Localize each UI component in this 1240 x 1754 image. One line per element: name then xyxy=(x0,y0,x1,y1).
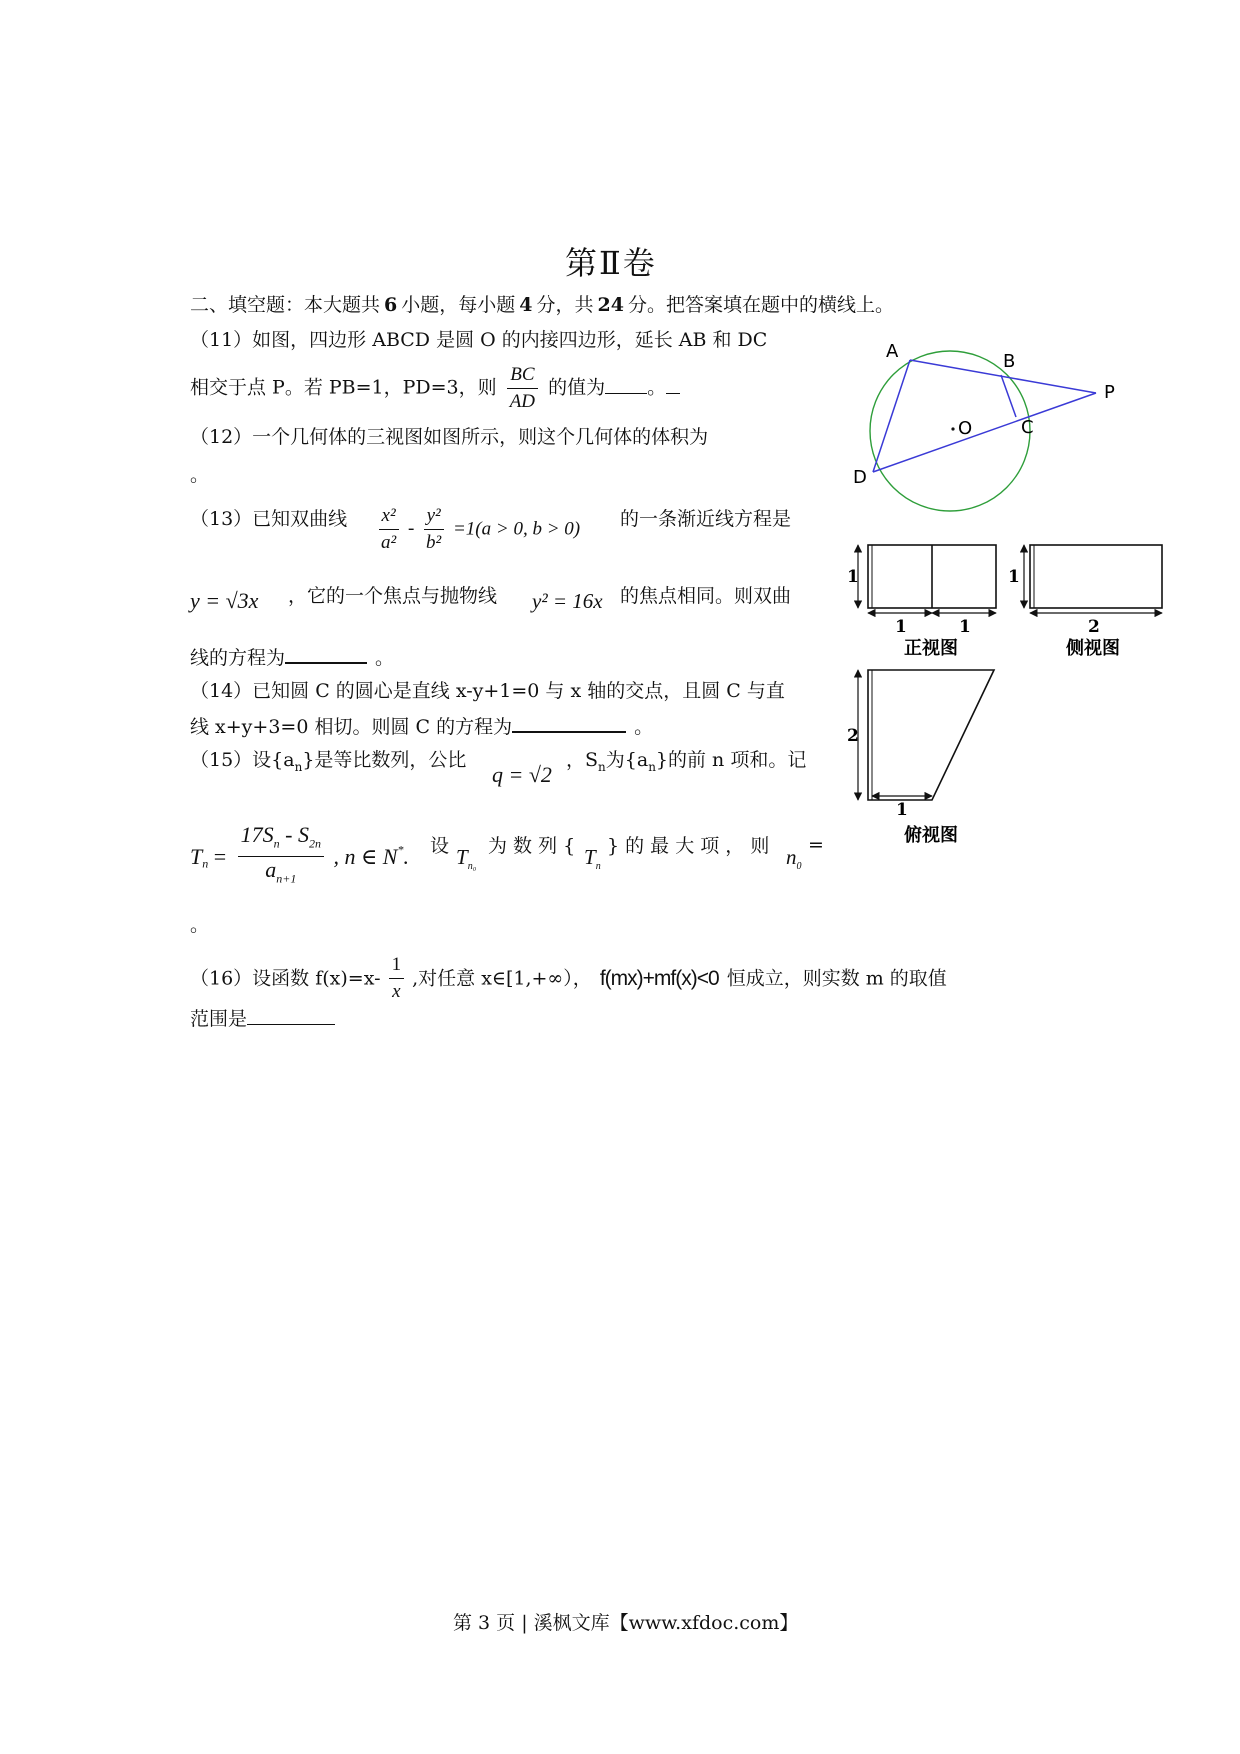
q11-fraction: $\frac{BC}{AD}$ xyxy=(507,362,538,415)
page-title: 第Ⅱ卷 xyxy=(565,244,657,282)
answer-blank-14[interactable] xyxy=(512,713,626,733)
page-footer: 第 3 页 | 溪枫文库【www.xfdoc.com】 xyxy=(453,1612,799,1634)
q12-line1: （12）一个几何体的三视图如图所示，则这个几何体的体积为 xyxy=(190,426,709,448)
q13-line2-post: 的焦点相同。则双曲 xyxy=(620,585,792,607)
top-width-label: 1 xyxy=(896,800,908,820)
front-view xyxy=(847,545,996,659)
front-width2-label: 1 xyxy=(959,617,971,637)
front-view-label: 正视图 xyxy=(904,638,958,659)
q11-line2: 相交于点 P。若 PB=1，PD=3，则 $\frac{BC}{AD}$ 的值为 。 xyxy=(190,362,680,415)
q11-line1: （11）如图，四边形 ABCD 是圆 O 的内接四边形，延长 AB 和 DC xyxy=(190,329,768,351)
q15-ratio: q = √2 xyxy=(492,762,552,787)
q15-set-text: 设 xyxy=(430,835,450,857)
q12-line2: 。 xyxy=(190,464,210,486)
q13-line1-post: 的一条渐近线方程是 xyxy=(620,508,792,530)
side-view xyxy=(1008,545,1162,659)
q15-max-text: } 的 最 大 项 ， 则 xyxy=(607,835,770,857)
top-view xyxy=(847,670,994,846)
label-b: B xyxy=(1003,351,1016,372)
q15-line1-post: ，$S_n$为$\{a_n\}$的前 n 项和。记 xyxy=(566,749,807,774)
q15-T-n: $T_n$ xyxy=(584,845,601,873)
q16-line2: 范围是 xyxy=(190,1006,335,1032)
q14-line2: 线 x+y+3=0 相切。则圆 C 的方程为 。 xyxy=(190,713,653,740)
side-width-label: 2 xyxy=(1088,617,1100,637)
q15-line1: （15）设$\{a_n\}$是等比数列，公比 xyxy=(190,749,467,774)
figure-circle-quadrilateral xyxy=(840,335,1140,515)
q16-line1: （16）设函数 f(x)=x- $\frac{1}{x}$ ,对任意 x∈[1,+∞）， f(mx)+mf(x)<0 恒成立，则实数 m 的取值 xyxy=(190,954,947,1002)
figure-three-views xyxy=(847,535,1170,860)
segment-dp xyxy=(873,393,1096,472)
circle-o xyxy=(870,351,1030,511)
center-point-o xyxy=(951,427,954,430)
label-p: P xyxy=(1104,382,1115,403)
q13-line1: （13）已知双曲线 xyxy=(190,508,348,530)
top-height-label: 2 xyxy=(847,726,859,746)
label-o: O xyxy=(958,418,973,439)
segment-bc xyxy=(1001,375,1016,417)
q15-mid-text: 为 数 列 { xyxy=(488,835,576,857)
q15-n0: $n_0$ xyxy=(786,845,802,873)
q15-Tn-definition: $T_n$ = $\frac{17S_n - S_{2n}}{a_{n+1}}$ , n ∈ N*. xyxy=(190,822,409,886)
q14-line1: （14）已知圆 C 的圆心是直线 x-y+1=0 与 x 轴的交点，且圆 C 与直 xyxy=(190,680,785,702)
q13-hyperbola-equation: $\frac{\text{x²}}{\text{a²}}$ - $\frac{\text{y²}}{\text{b²}}$ =1(a > 0, b > 0) xyxy=(374,503,580,556)
q15-end: 。 xyxy=(190,914,210,936)
q13-parabola: y² = 16x xyxy=(532,589,603,613)
label-c: C xyxy=(1021,417,1034,438)
top-view-label: 俯视图 xyxy=(904,825,958,846)
front-width1-label: 1 xyxy=(895,617,907,637)
section-heading: 二、填空题：本大题共 6 小题，每小题 4 分，共 24 分。把答案填在题中的横线上。 xyxy=(190,294,894,316)
q15-T-n0: $T_{n_0}$ xyxy=(456,845,477,873)
q15-n0-eq: = xyxy=(808,834,824,856)
q13-line2: y = √3x xyxy=(190,588,259,613)
q13-line2-mid: ，它的一个焦点与抛物线 xyxy=(288,585,498,607)
label-d: D xyxy=(853,467,867,488)
side-view-label: 侧视图 xyxy=(1066,638,1120,659)
answer-blank-16[interactable] xyxy=(247,1006,335,1025)
label-a: A xyxy=(886,341,899,362)
q13-line3: 线的方程为 。 xyxy=(190,644,394,671)
answer-blank-11[interactable] xyxy=(605,375,647,394)
side-height-label: 1 xyxy=(1008,567,1020,587)
front-height-label: 1 xyxy=(847,567,859,587)
answer-blank-13[interactable] xyxy=(285,644,367,664)
